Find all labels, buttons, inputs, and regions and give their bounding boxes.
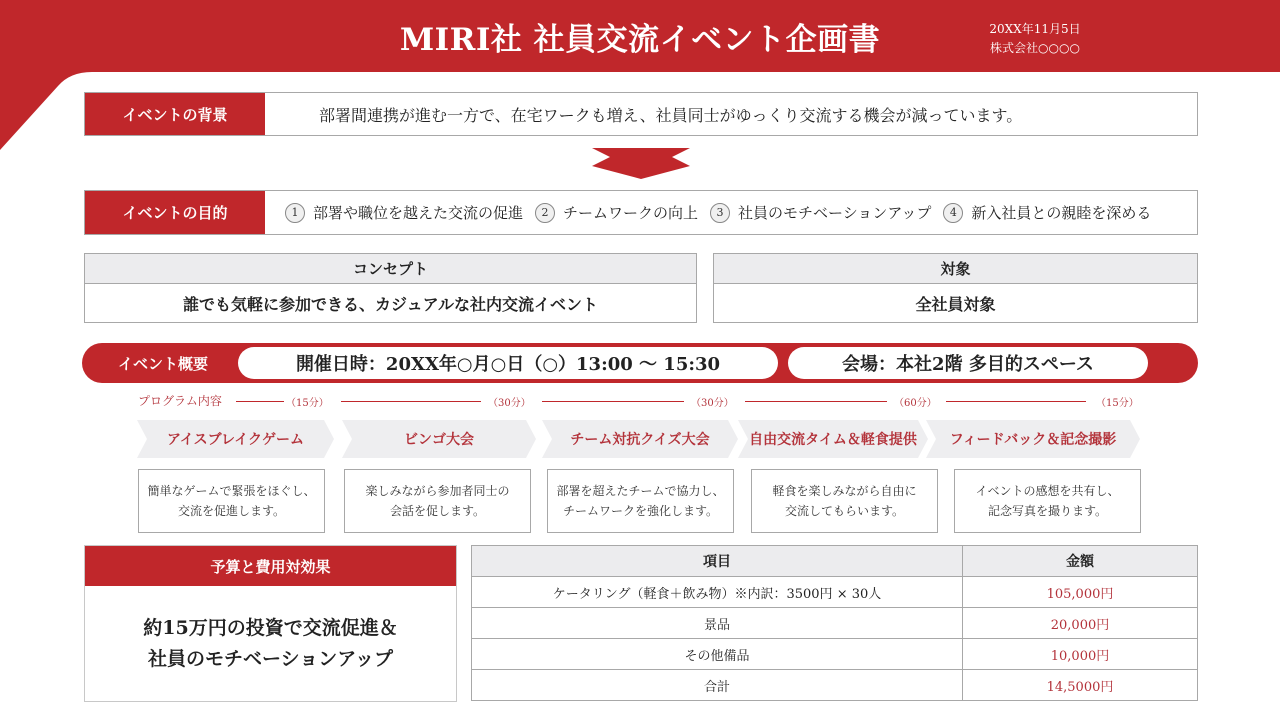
purpose-item xyxy=(285,202,523,223)
duration-label: （15分） xyxy=(286,398,329,409)
target-box xyxy=(713,253,1198,323)
amount-cell: 10,000円 xyxy=(963,639,1198,670)
item-cell: ケータリング（軽食＋飲み物）※内訳：3500円 × 30人 xyxy=(472,577,963,608)
program-step xyxy=(342,420,536,458)
description-line: 記念写真を撮ります。 xyxy=(987,504,1108,518)
column-header-item: 項目 xyxy=(472,546,963,577)
event-datetime: 開催日時：20XX年○月○日（○）13:00 〜 15:30 xyxy=(238,347,778,379)
description-line: 楽しみながら参加者同士の xyxy=(365,484,510,498)
amount-cell: 105,000円 xyxy=(963,577,1198,608)
background-section xyxy=(84,92,1198,136)
item-cell: その他備品 xyxy=(472,639,963,670)
budget-line: 約15万円の投資で交流促進＆ xyxy=(143,616,398,639)
budget-summary xyxy=(85,586,456,701)
program-timeline xyxy=(138,392,1148,410)
number-badge: 2 xyxy=(535,203,555,223)
description-line: 交流してもらいます。 xyxy=(784,504,905,518)
table-row xyxy=(472,639,1198,670)
concept-text: 誰でも気軽に参加できる、カジュアルな社内交流イベント xyxy=(182,294,599,314)
purpose-text: チームワークの向上 xyxy=(563,204,699,222)
item-cell: 合計 xyxy=(472,670,963,701)
overview-bar xyxy=(82,343,1198,383)
background-label: イベントの背景 xyxy=(85,93,265,135)
step-name: フィードバック＆記念撮影 xyxy=(949,432,1117,448)
event-venue: 会場：本社2階 多目的スペース xyxy=(788,347,1148,379)
purpose-text: 社員のモチベーションアップ xyxy=(738,204,932,222)
program-label: プログラム内容 xyxy=(138,394,222,408)
budget-box xyxy=(84,545,457,702)
description-line: 会話を促します。 xyxy=(389,504,486,518)
company-name: 株式会社○○○○ xyxy=(990,41,1080,55)
purpose-text: 部署や職位を越えた交流の促進 xyxy=(313,204,524,222)
amount-cell: 14,5000円 xyxy=(963,670,1198,701)
duration-label: （15分） xyxy=(1096,398,1139,409)
description-line: 軽食を楽しみながら自由に xyxy=(772,484,917,498)
purpose-label: イベントの目的 xyxy=(85,191,265,234)
purpose-list xyxy=(265,202,1197,223)
background-text: 部署間連携が進む一方で、在宅ワークも増え、社員同士がゆっくり交流する機会が減っています。 xyxy=(319,105,1023,125)
duration-label: （30分） xyxy=(691,398,734,409)
amount-cell: 20,000円 xyxy=(963,608,1198,639)
budget-line: 社員のモチベーションアップ xyxy=(148,647,393,670)
step-name: 自由交流タイム＆軽食提供 xyxy=(749,432,917,448)
description-line: 簡単なゲームで緊張をほぐし、 xyxy=(147,484,316,498)
table-row-total xyxy=(472,670,1198,701)
step-description xyxy=(751,469,938,533)
timeline-line xyxy=(542,401,684,402)
program-step xyxy=(137,420,334,458)
step-name: チーム対抗クイズ大会 xyxy=(570,432,710,448)
cost-table xyxy=(471,545,1198,701)
step-description xyxy=(547,469,734,533)
purpose-item xyxy=(710,202,931,223)
number-badge: 4 xyxy=(943,203,963,223)
step-name: ビンゴ大会 xyxy=(404,432,474,448)
page-title: MIRI社 社員交流イベント企画書 xyxy=(399,22,881,58)
duration-label: （30分） xyxy=(488,398,531,409)
program-step xyxy=(738,420,928,458)
description-line: 部署を超えたチームで協力し、 xyxy=(556,484,725,498)
description-line: イベントの感想を共有し、 xyxy=(975,484,1120,498)
description-line: 交流を促進します。 xyxy=(177,504,286,518)
purpose-text: 新入社員との親睦を深める xyxy=(971,204,1152,222)
purpose-item xyxy=(535,202,698,223)
step-description xyxy=(344,469,531,533)
budget-heading: 予算と費用対効果 xyxy=(85,546,456,586)
duration-label: （60分） xyxy=(894,398,937,409)
concept-box xyxy=(84,253,697,323)
item-cell: 景品 xyxy=(472,608,963,639)
timeline-line xyxy=(745,401,887,402)
column-header-amount: 金額 xyxy=(963,546,1198,577)
purpose-item xyxy=(943,202,1151,223)
target-heading: 対象 xyxy=(714,254,1197,284)
program-step xyxy=(926,420,1140,458)
purpose-section xyxy=(84,190,1198,235)
table-row xyxy=(472,608,1198,639)
description-line: チームワークを強化します。 xyxy=(562,504,719,518)
table-header-row xyxy=(472,546,1198,577)
down-arrow-icon xyxy=(592,147,690,180)
concept-heading: コンセプト xyxy=(85,254,696,284)
timeline-line xyxy=(946,401,1086,402)
step-name: アイスブレイクゲーム xyxy=(166,432,305,448)
target-text: 全社員対象 xyxy=(915,294,996,314)
step-description xyxy=(954,469,1141,533)
number-badge: 1 xyxy=(285,203,305,223)
document-meta xyxy=(955,20,1115,58)
program-step xyxy=(542,420,738,458)
timeline-line xyxy=(341,401,481,402)
document-date: 20XX年11月5日 xyxy=(989,22,1081,36)
step-description xyxy=(138,469,325,533)
timeline-line xyxy=(236,401,284,402)
overview-label: イベント概要 xyxy=(118,354,209,373)
table-row xyxy=(472,577,1198,608)
number-badge: 3 xyxy=(710,203,730,223)
